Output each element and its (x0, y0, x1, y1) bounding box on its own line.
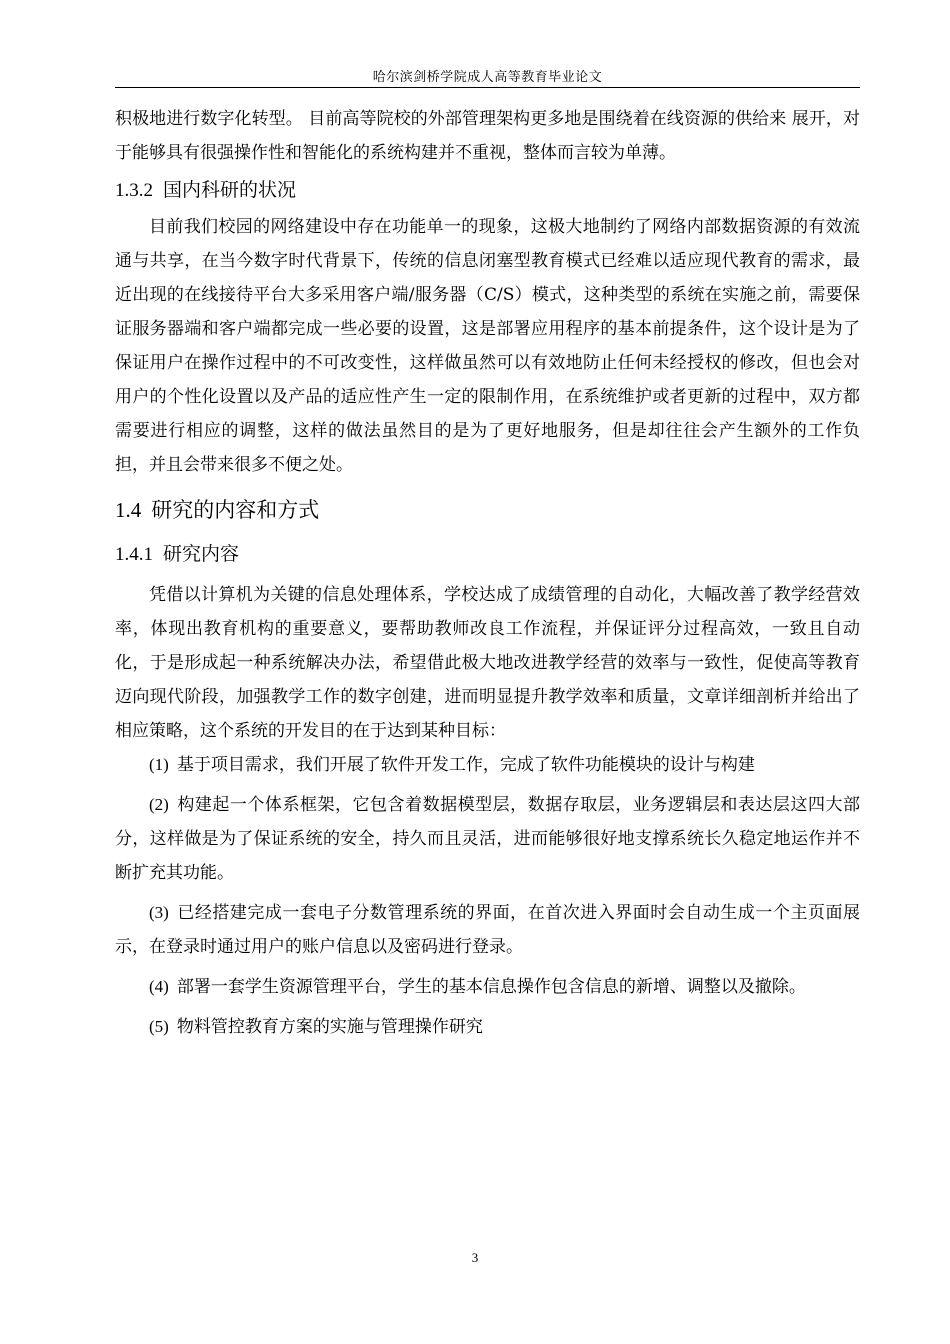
header-rule (115, 87, 860, 88)
list-item-number: (3) (149, 903, 169, 922)
section-title: 国内科研的状况 (163, 179, 297, 201)
paragraph-continuation: 积极地进行数字化转型。 目前高等院校的外部管理架构更多地是围绕着在线资源的供给来 展开，对于能够具有很强操作性和智能化的系统构建并不重视，整体而言较为单薄。 (115, 109, 860, 163)
page-number: 3 (471, 1250, 479, 1265)
section-heading-1-4-1 (115, 534, 860, 574)
section-number: 1.3.2 (115, 180, 153, 201)
list-item-number: (5) (149, 1017, 169, 1036)
list-item (115, 1010, 860, 1044)
section-number: 1.4 (115, 498, 142, 522)
list-item-text: 基于项目需求，我们开展了软件开发工作，完成了软件功能模块的设计与构建 (176, 755, 755, 775)
list-item-text: 已经搭建完成一套电子分数管理系统的界面，在首次进入界面时会自动生成一个主页面展示，在登录时通过用户的账户信息以及密码进行登录。 (115, 903, 860, 957)
list-item-text: 部署一套学生资源管理平台，学生的基本信息操作包含信息的新增、调整以及撤除。 (176, 977, 806, 997)
list-item-text: 物料管控教育方案的实施与管理操作研究 (176, 1017, 483, 1037)
list-item (115, 788, 860, 890)
list-item (115, 970, 860, 1004)
section-heading-1-4 (115, 488, 860, 532)
list-item-number: (1) (149, 755, 169, 774)
list-item-number: (4) (149, 977, 169, 996)
section-title: 研究的内容和方式 (151, 498, 320, 522)
list-item-text: 构建起一个体系框架，它包含着数据模型层，数据存取层，业务逻辑层和表达层这四大部分，这样做是为了保证系统的安全，持久而且灵活，进而能够很好地支撑系统长久稳定地运作并不断扩充其功能。 (115, 795, 860, 883)
running-header: 哈尔滨剑桥学院成人高等教育毕业论文 (372, 70, 603, 85)
section-number: 1.4.1 (115, 544, 153, 565)
paragraph-research-content: 凭借以计算机为关键的信息处理体系，学校达成了成绩管理的自动化，大幅改善了教学经营效率，体现出教育机构的重要意义，要帮助教师改良工作流程，并保证评分过程高效，一致且自动化，于是形成起一种系统解决办法，希望借此极大地改进教学经营的效率与一致性，促使高等教育迈向现代阶段，加强教学工作的数字创建，进而明显提升教学效率和质量，文章详细剖析并给出了相应策略，这个系统的开发目的在于达到某种目标： (115, 585, 860, 741)
list-item-number: (2) (149, 795, 169, 814)
section-title: 研究内容 (163, 543, 240, 565)
list-item (115, 748, 860, 782)
page-body (115, 102, 860, 1044)
paragraph-domestic-research: 目前我们校园的网络建设中存在功能单一的现象，这极大地制约了网络内部数据资源的有效流通与共享，在当今数字时代背景下，传统的信息闭塞型教育模式已经难以适应现代教育的需求，最近出现的在线接待平台大多采用客户端/服务器（C/S）模式，这种类型的系统在实施之前，需要保证服务器端和客户端都完成一些必要的设置，这是部署应用程序的基本前提条件，这个设计是为了保证用户在操作过程中的不可改变性，这样做虽然可以有效地防止任何未经授权的修改，但也会对用户的个性化设置以及产品的适应性产生一定的限制作用，在系统维护或者更新的过程中，双方都需要进行相应的调整，这样的做法虽然目的是为了更好地服务，但是却往往会产生额外的工作负担，并且会带来很多不便之处。 (115, 217, 860, 475)
list-item (115, 896, 860, 964)
section-heading-1-3-2 (115, 170, 860, 210)
